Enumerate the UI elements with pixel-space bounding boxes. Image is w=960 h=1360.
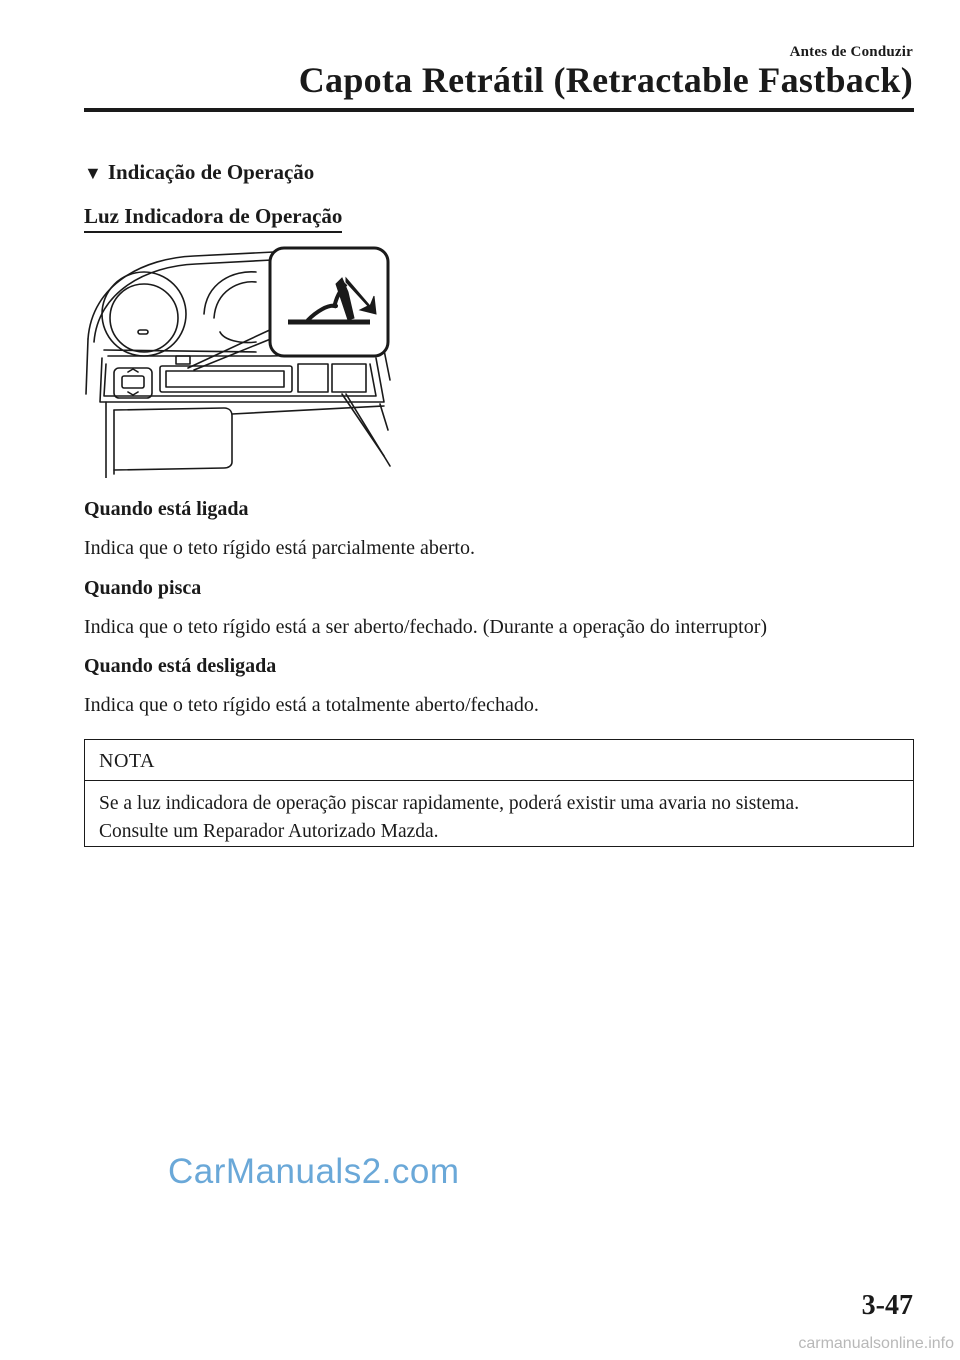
- note-text: [99, 790, 903, 846]
- page-number: 3-47: [861, 1290, 913, 1321]
- triangle-marker-icon: ▼: [84, 163, 102, 183]
- page-title: Capota Retrátil (Retractable Fastback): [298, 60, 913, 100]
- note-divider: [85, 780, 913, 781]
- note-line: Se a luz indicadora de operação piscar rapidamente, poderá existir uma avaria no sistema.: [99, 793, 800, 814]
- state-term-blink: Quando pisca: [84, 577, 202, 599]
- dashboard-illustration: [84, 244, 400, 478]
- section-heading: [84, 160, 314, 185]
- note-box: [84, 739, 914, 847]
- footer-site: carmanualsonline.info: [798, 1335, 954, 1352]
- header-rule: [84, 108, 914, 112]
- state-term-on: Quando está ligada: [84, 498, 249, 520]
- watermark: CarManuals2.com: [168, 1152, 460, 1191]
- subheading: Luz Indicadora de Operação: [84, 204, 342, 233]
- chapter-label: Antes de Conduzir: [789, 44, 913, 60]
- note-line: Consulte um Reparador Autorizado Mazda.: [99, 821, 439, 842]
- note-title: NOTA: [99, 750, 155, 772]
- section-heading-text: Indicação de Operação: [107, 160, 315, 184]
- state-desc-on: Indica que o teto rígido está parcialmente aberto.: [84, 537, 475, 559]
- state-desc-off: Indica que o teto rígido está a totalmente aberto/fechado.: [84, 694, 539, 716]
- indicator-callout: [270, 248, 388, 356]
- state-desc-blink: Indica que o teto rígido está a ser aberto/fechado. (Durante a operação do interruptor): [84, 616, 768, 638]
- left-gauge-inner: [110, 284, 178, 352]
- state-term-off: Quando está desligada: [84, 655, 277, 677]
